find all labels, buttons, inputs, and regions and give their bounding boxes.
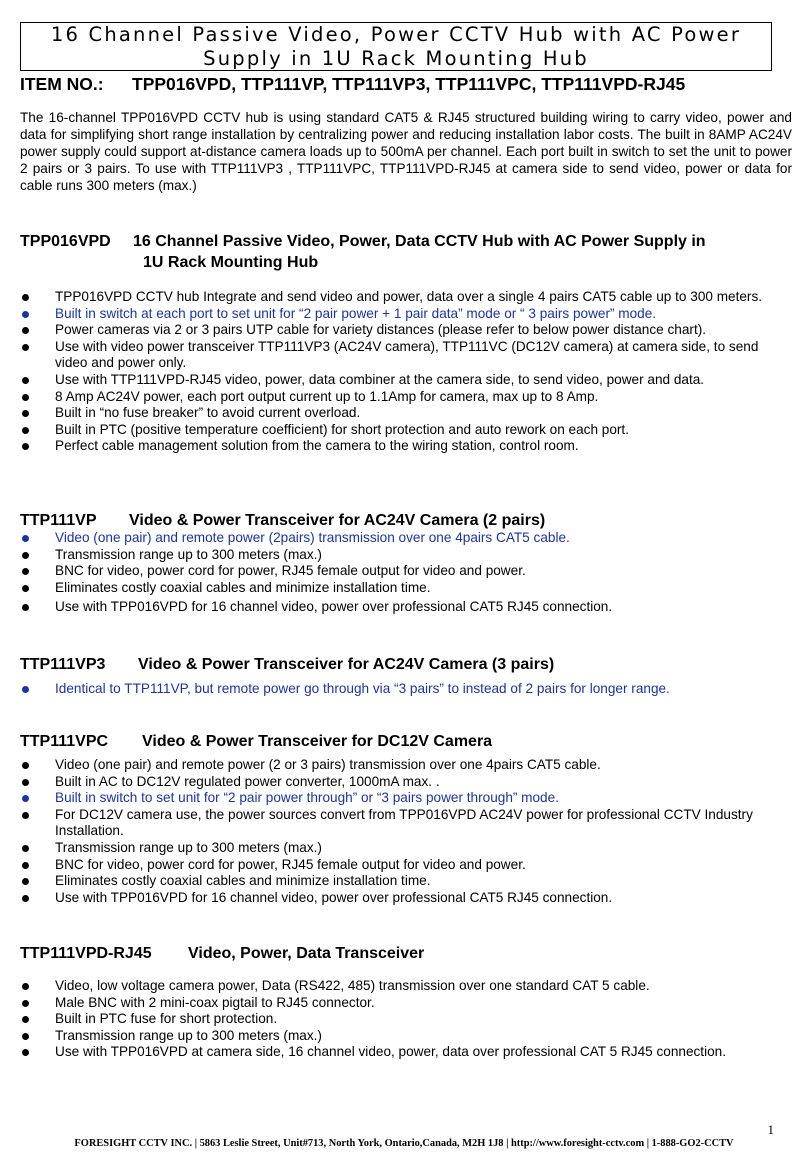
feature-list-ttp111vpd-rj45: [20, 978, 792, 1061]
feature-list-ttp111vp3: [20, 681, 792, 698]
list-item: For DC12V camera use, the power sources convert from TPP016VPD AC24V power for professional CCTV Industry Installation.: [20, 807, 792, 840]
bullet-icon: [22, 762, 29, 769]
bullet-icon: [22, 1000, 29, 1007]
section-title: Video & Power Transceiver for AC24V Camera (3 pairs): [138, 656, 555, 673]
list-item: BNC for video, power cord for power, RJ45 female output for video and power.: [20, 857, 792, 874]
list-item: Identical to TTP111VP, but remote power go through via “3 pairs” to instead of 2 pairs for longer range.: [20, 681, 792, 698]
page-number: 1: [767, 1122, 774, 1137]
list-item: Video, low voltage camera power, Data (RS422, 485) transmission over one standard CAT 5 cable.: [20, 978, 792, 995]
bullet-icon: [22, 535, 29, 542]
list-item: Video (one pair) and remote power (2pairs) transmission over one 4pairs CAT5 cable.: [20, 530, 792, 547]
bullet-icon: [22, 983, 29, 990]
list-item: TPP016VPD CCTV hub Integrate and send video and power, data over a single 4 pairs CAT5 cable up to 300 meters.: [20, 289, 792, 306]
bullet-icon: [22, 862, 29, 869]
section-code: TTP111VP3: [20, 656, 106, 673]
section-heading-ttp111vpd-rj45: [20, 943, 424, 964]
list-item: BNC for video, power cord for power, RJ45 female output for video and power.: [20, 563, 792, 580]
bullet-icon: [22, 779, 29, 786]
section-heading-tpp016vpd: [20, 231, 706, 273]
intro-paragraph: The 16-channel TPP016VPD CCTV hub is using standard CAT5 & RJ45 structured building wiring to carry video, power and data for simplifying short range installation by centralizing power and reducing installation labor costs. The built in 8AMP AC24V power supply could support at-distance camera loads up to 500mA per channel. Each port built in switch to set the unit to power 2 pairs or 3 pairs. To use with TTP111VP3 , TTP111VPC, TTP111VPD-RJ45 at camera side to send video, power or data for cable runs 300 meters (max.): [20, 110, 792, 193]
list-item: Power cameras via 2 or 3 pairs UTP cable for variety distances (please refer to below power distance chart).: [20, 322, 792, 339]
bullet-icon: [22, 427, 29, 434]
bullet-icon: [22, 327, 29, 334]
bullet-icon: [22, 795, 29, 802]
feature-list-ttp111vpc: [20, 757, 792, 906]
list-item: Built in AC to DC12V regulated power converter, 1000mA max. .: [20, 774, 792, 791]
feature-list-ttp111vp: [20, 530, 792, 616]
list-item: Male BNC with 2 mini-coax pigtail to RJ45 connector.: [20, 995, 792, 1012]
list-item: Use with TTP111VPD-RJ45 video, power, data combiner at the camera side, to send video, power and data.: [20, 372, 792, 389]
section-title-continuation: 1U Rack Mounting Hub: [143, 254, 319, 271]
list-item: Built in “no fuse breaker” to avoid current overload.: [20, 405, 792, 422]
bullet-icon: [22, 410, 29, 417]
section-code: TTP111VPC: [20, 733, 109, 750]
list-item: Use with TPP016VPD at camera side, 16 channel video, power, data over professional CAT 5 RJ45 connection.: [20, 1044, 792, 1061]
item-number-line: [20, 74, 685, 95]
bullet-icon: [22, 1049, 29, 1056]
document-title-line-2: Supply in 1U Rack Mounting Hub: [203, 47, 589, 70]
item-number-models: TPP016VPD, TTP111VP, TTP111VP3, TTP111VPC, TTP111VPD-RJ45: [132, 74, 686, 94]
list-item: 8 Amp AC24V power, each port output current up to 1.1Amp for camera, max up to 8 Amp.: [20, 389, 792, 406]
bullet-icon: [22, 311, 29, 318]
section-title: 16 Channel Passive Video, Power, Data CCTV Hub with AC Power Supply in: [133, 233, 706, 250]
section-title: Video & Power Transceiver for AC24V Camera (2 pairs): [129, 512, 546, 529]
section-heading-ttp111vp3: [20, 654, 554, 675]
bullet-icon: [22, 1033, 29, 1040]
list-item: Use with TPP016VPD for 16 channel video, power over professional CAT5 RJ45 connection.: [20, 599, 792, 616]
document-title-box: [20, 22, 772, 71]
list-item: Transmission range up to 300 meters (max.): [20, 1028, 792, 1045]
section-code: TTP111VPD-RJ45: [20, 945, 152, 962]
bullet-icon: [22, 443, 29, 450]
section-title: Video & Power Transceiver for DC12V Camera: [142, 733, 493, 750]
bullet-icon: [22, 377, 29, 384]
bullet-icon: [22, 812, 29, 819]
bullet-icon: [22, 878, 29, 885]
list-item: Eliminates costly coaxial cables and minimize installation time.: [20, 580, 792, 597]
bullet-icon: [22, 1016, 29, 1023]
list-item: Video (one pair) and remote power (2 or 3 pairs) transmission over one 4pairs CAT5 cable.: [20, 757, 792, 774]
bullet-icon: [22, 294, 29, 301]
list-item: Use with TPP016VPD for 16 channel video, power over professional CAT5 RJ45 connection.: [20, 890, 792, 907]
section-code: TPP016VPD: [20, 233, 111, 250]
list-item: Perfect cable management solution from the camera to the wiring station, control room.: [20, 438, 792, 455]
bullet-icon: [22, 585, 29, 592]
footer-contact: FORESIGHT CCTV INC. | 5863 Leslie Street, Unit#713, North York, Ontario,Canada, M2H 1J8 | http://www.foresight-cctv.com | 1-888-GO2-CCTV: [74, 1138, 734, 1149]
section-title: Video, Power, Data Transceiver: [188, 945, 425, 962]
list-item: Transmission range up to 300 meters (max.): [20, 547, 792, 564]
item-number-label: ITEM NO.:: [20, 74, 104, 94]
list-item: Transmission range up to 300 meters (max.): [20, 840, 792, 857]
bullet-icon: [22, 344, 29, 351]
section-heading-ttp111vp: [20, 510, 545, 531]
bullet-icon: [22, 845, 29, 852]
bullet-icon: [22, 552, 29, 559]
list-item: Eliminates costly coaxial cables and minimize installation time.: [20, 873, 792, 890]
bullet-icon: [22, 568, 29, 575]
section-code: TTP111VP: [20, 512, 97, 529]
list-item: Built in switch to set unit for “2 pair power through” or “3 pairs power through” mode.: [20, 790, 792, 807]
list-item: Built in PTC fuse for short protection.: [20, 1011, 792, 1028]
bullet-icon: [22, 394, 29, 401]
list-item: Built in PTC (positive temperature coefficient) for short protection and auto rework on each port.: [20, 422, 792, 439]
bullet-icon: [22, 895, 29, 902]
bullet-icon: [22, 604, 29, 611]
bullet-icon: [22, 686, 29, 693]
section-heading-ttp111vpc: [20, 731, 492, 752]
list-item: Use with video power transceiver TTP111VP3 (AC24V camera), TTP111VC (DC12V camera) at camera side, to send video and power only.: [20, 339, 792, 372]
document-title-line-1: 16 Channel Passive Video, Power CCTV Hub with AC Power: [50, 23, 742, 46]
list-item: Built in switch at each port to set unit for “2 pair power + 1 pair data” mode or “ 3 pairs power” mode.: [20, 306, 792, 323]
feature-list-tpp016vpd: [20, 289, 792, 455]
